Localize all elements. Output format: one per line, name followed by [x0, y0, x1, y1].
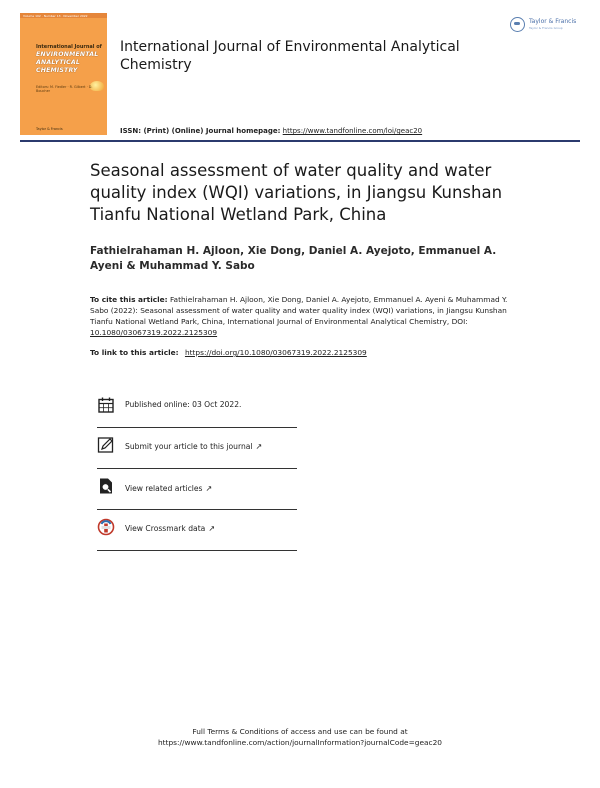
article-title: Seasonal assessment of water quality and water quality index (WQI) variations, in Jiangsu Kunshan Tianfu National Wetland Park, China [90, 161, 503, 224]
submit-article-link[interactable] [125, 442, 262, 451]
citation-block [90, 294, 520, 338]
journal-homepage-link[interactable]: https://www.tandfonline.com/loi/geac20 [282, 127, 423, 135]
publisher-name: Taylor & Francis [529, 18, 577, 25]
related-articles-label: View related articles [125, 484, 203, 493]
cover-strip-text: Volume 102 · Number 13 · November 2022 [23, 14, 88, 18]
footer-terms-url[interactable]: https://www.tandfonline.com/action/journalInformation?journalCode=geac20 [157, 738, 443, 747]
link-label: To link to this article: [90, 348, 179, 357]
publisher-logo[interactable] [510, 13, 582, 41]
calendar-icon [97, 396, 115, 414]
journal-cover [20, 13, 107, 135]
external-link-icon: ↗ [205, 484, 213, 493]
row-divider [97, 509, 297, 510]
related-articles-link[interactable] [125, 484, 212, 493]
row-divider [97, 427, 297, 428]
article-link-line [90, 348, 520, 357]
row-divider [97, 550, 297, 551]
external-link-icon: ↗ [255, 442, 263, 451]
publisher-tagline: Taylor & Francis Group [529, 26, 563, 30]
citation-label: To cite this article: [90, 295, 168, 304]
crossmark-link[interactable] [125, 524, 215, 533]
external-link-icon: ↗ [208, 524, 216, 533]
cover-title-line2: ENVIRONMENTAL [36, 51, 99, 58]
issn-line [120, 127, 422, 135]
citation-text: Fathielrahaman H. Ajloon, Xie Dong, Daniel A. Ayejoto, Emmanuel A. Ayeni & Muhammad Y. Sabo (2022): Seasonal assessment of water quality and water quality index (WQI) variations, in Jiangsu Kunshan Tianfu National Wetland Park, China, International Journal of Environmental Analytical Chemistry, DOI: [90, 295, 508, 326]
row-divider [97, 468, 297, 469]
crossmark-icon [97, 518, 115, 536]
publisher-logo-icon [510, 17, 525, 32]
article-authors: Fathielrahaman H. Ajloon, Xie Dong, Daniel A. Ayejoto, Emmanuel A. Ayeni & Muhammad Y. Sabo [90, 245, 497, 272]
cover-top-strip [20, 13, 107, 18]
published-date: Published online: 03 Oct 2022. [125, 400, 242, 409]
submit-article-label: Submit your article to this journal [125, 442, 253, 451]
article-doi-url[interactable]: https://doi.org/10.1080/03067319.2022.2125309 [184, 348, 367, 357]
journal-title: International Journal of Environmental Analytical Chemistry [120, 39, 460, 73]
edit-icon [97, 436, 115, 454]
document-search-icon [97, 477, 115, 495]
crossmark-label: View Crossmark data [125, 524, 206, 533]
cover-publisher: Taylor & Francis [36, 127, 63, 131]
cover-title-line4: CHEMISTRY [36, 67, 78, 74]
cover-editors: Editors: M. Fiedler · R. Gilbert · D. Boucher [36, 85, 93, 93]
footer-terms-text: Full Terms & Conditions of access and use can be found at [192, 727, 408, 736]
cover-title-line1: International Journal of [36, 44, 102, 50]
citation-doi-link[interactable]: 10.1080/03067319.2022.2125309 [90, 328, 218, 337]
header-divider [20, 140, 580, 142]
issn-label: ISSN: (Print) (Online) Journal homepage: [120, 127, 281, 135]
cover-title-line3: ANALYTICAL [36, 59, 81, 66]
footer [0, 726, 600, 748]
